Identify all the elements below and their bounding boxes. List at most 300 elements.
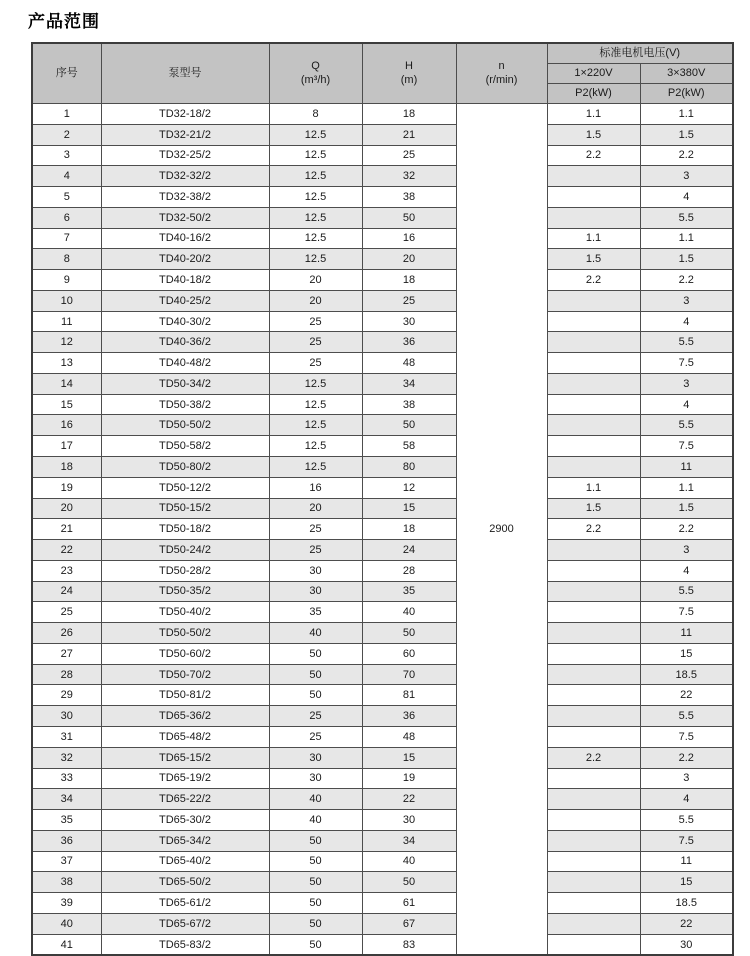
serial-cell: 5 [32, 187, 101, 208]
model-cell: TD50-50/2 [101, 623, 269, 644]
table-row [32, 457, 733, 478]
col-header-p2-220: P2(kW) [547, 84, 640, 104]
serial-cell: 11 [32, 311, 101, 332]
model-cell: TD32-32/2 [101, 166, 269, 187]
p380-cell: 3 [640, 166, 733, 187]
model-cell: TD65-40/2 [101, 851, 269, 872]
table-row [32, 726, 733, 747]
col-header-p2-380: P2(kW) [640, 84, 733, 104]
p220-cell [547, 851, 640, 872]
model-cell: TD50-60/2 [101, 643, 269, 664]
q-cell: 12.5 [269, 228, 362, 249]
col-header-n [456, 43, 547, 104]
model-cell: TD50-40/2 [101, 602, 269, 623]
h-cell: 40 [362, 602, 456, 623]
q-cell: 50 [269, 685, 362, 706]
serial-cell: 19 [32, 477, 101, 498]
model-cell: TD50-28/2 [101, 560, 269, 581]
p220-cell [547, 436, 640, 457]
model-cell: TD50-70/2 [101, 664, 269, 685]
serial-cell: 21 [32, 519, 101, 540]
h-cell: 34 [362, 373, 456, 394]
model-cell: TD50-38/2 [101, 394, 269, 415]
model-cell: TD50-50/2 [101, 415, 269, 436]
model-cell: TD65-22/2 [101, 789, 269, 810]
serial-cell: 39 [32, 893, 101, 914]
p220-cell: 1.1 [547, 477, 640, 498]
p220-cell [547, 353, 640, 374]
q-cell: 30 [269, 560, 362, 581]
q-cell: 25 [269, 332, 362, 353]
model-cell: TD40-16/2 [101, 228, 269, 249]
serial-cell: 41 [32, 934, 101, 955]
model-cell: TD50-24/2 [101, 540, 269, 561]
p380-cell: 22 [640, 685, 733, 706]
serial-cell: 9 [32, 270, 101, 291]
p380-cell: 3 [640, 373, 733, 394]
p380-cell: 2.2 [640, 145, 733, 166]
h-cell: 48 [362, 353, 456, 374]
page-title: 产品范围 [28, 12, 100, 31]
q-cell: 16 [269, 477, 362, 498]
table-row [32, 789, 733, 810]
h-cell: 25 [362, 145, 456, 166]
p380-cell: 3 [640, 768, 733, 789]
p380-cell: 4 [640, 789, 733, 810]
h-cell: 50 [362, 623, 456, 644]
p220-cell [547, 643, 640, 664]
p220-cell [547, 332, 640, 353]
serial-cell: 6 [32, 207, 101, 228]
q-cell: 50 [269, 913, 362, 934]
model-cell: TD40-48/2 [101, 353, 269, 374]
table-row [32, 602, 733, 623]
q-label: Q [311, 60, 320, 73]
model-cell: TD32-18/2 [101, 104, 269, 125]
model-cell: TD50-35/2 [101, 581, 269, 602]
col-header-model: 泵型号 [101, 43, 269, 104]
p220-cell [547, 394, 640, 415]
q-cell: 25 [269, 540, 362, 561]
h-cell: 38 [362, 394, 456, 415]
p220-cell: 2.2 [547, 270, 640, 291]
table-row [32, 540, 733, 561]
p380-cell: 5.5 [640, 706, 733, 727]
q-cell: 50 [269, 643, 362, 664]
serial-cell: 36 [32, 830, 101, 851]
p380-cell: 2.2 [640, 747, 733, 768]
table-row [32, 560, 733, 581]
table-row [32, 706, 733, 727]
p380-cell: 30 [640, 934, 733, 955]
serial-cell: 7 [32, 228, 101, 249]
table-row [32, 664, 733, 685]
table-row [32, 415, 733, 436]
table-row [32, 166, 733, 187]
table-row [32, 913, 733, 934]
table-row [32, 187, 733, 208]
serial-cell: 20 [32, 498, 101, 519]
table-row [32, 498, 733, 519]
model-cell: TD40-18/2 [101, 270, 269, 291]
q-cell: 35 [269, 602, 362, 623]
h-cell: 32 [362, 166, 456, 187]
h-cell: 18 [362, 104, 456, 125]
model-cell: TD50-81/2 [101, 685, 269, 706]
h-cell: 40 [362, 851, 456, 872]
h-cell: 61 [362, 893, 456, 914]
p220-cell: 1.5 [547, 498, 640, 519]
table-row [32, 768, 733, 789]
q-cell: 20 [269, 290, 362, 311]
table-row [32, 747, 733, 768]
q-cell: 50 [269, 830, 362, 851]
h-cell: 60 [362, 643, 456, 664]
h-cell: 36 [362, 706, 456, 727]
n-unit: (r/min) [485, 73, 518, 86]
q-cell: 12.5 [269, 373, 362, 394]
h-cell: 48 [362, 726, 456, 747]
serial-cell: 4 [32, 166, 101, 187]
serial-cell: 25 [32, 602, 101, 623]
p220-cell [547, 290, 640, 311]
h-cell: 36 [362, 332, 456, 353]
p220-cell: 2.2 [547, 747, 640, 768]
serial-cell: 17 [32, 436, 101, 457]
h-cell: 12 [362, 477, 456, 498]
p220-cell [547, 685, 640, 706]
h-cell: 22 [362, 789, 456, 810]
table-row [32, 145, 733, 166]
p220-cell [547, 457, 640, 478]
p220-cell [547, 602, 640, 623]
p220-cell [547, 768, 640, 789]
model-cell: TD32-38/2 [101, 187, 269, 208]
p380-cell: 4 [640, 560, 733, 581]
table-row [32, 104, 733, 125]
q-cell: 40 [269, 810, 362, 831]
h-cell: 50 [362, 415, 456, 436]
p380-cell: 22 [640, 913, 733, 934]
table-header [32, 43, 733, 104]
serial-cell: 23 [32, 560, 101, 581]
q-cell: 40 [269, 789, 362, 810]
serial-cell: 16 [32, 415, 101, 436]
p220-cell: 2.2 [547, 519, 640, 540]
serial-cell: 29 [32, 685, 101, 706]
table-row [32, 830, 733, 851]
serial-cell: 1 [32, 104, 101, 125]
col-header-380v: 3×380V [640, 64, 733, 84]
p220-cell [547, 560, 640, 581]
n-speed-cell: 2900 [456, 104, 547, 956]
p220-cell [547, 311, 640, 332]
p220-cell: 1.5 [547, 124, 640, 145]
p380-cell: 5.5 [640, 810, 733, 831]
q-cell: 50 [269, 893, 362, 914]
p380-cell: 5.5 [640, 581, 733, 602]
serial-cell: 24 [32, 581, 101, 602]
p220-cell [547, 540, 640, 561]
p380-cell: 15 [640, 872, 733, 893]
h-cell: 28 [362, 560, 456, 581]
p380-cell: 1.1 [640, 228, 733, 249]
h-cell: 67 [362, 913, 456, 934]
h-label: H [405, 60, 413, 73]
p380-cell: 1.5 [640, 249, 733, 270]
table-row [32, 353, 733, 374]
q-cell: 25 [269, 311, 362, 332]
table-row [32, 810, 733, 831]
q-cell: 12.5 [269, 124, 362, 145]
p220-cell [547, 872, 640, 893]
p380-cell: 11 [640, 851, 733, 872]
p220-cell: 1.1 [547, 104, 640, 125]
n-label: n [498, 60, 505, 73]
model-cell: TD65-48/2 [101, 726, 269, 747]
q-cell: 12.5 [269, 457, 362, 478]
model-cell: TD65-19/2 [101, 768, 269, 789]
table-row [32, 519, 733, 540]
serial-cell: 33 [32, 768, 101, 789]
p220-cell [547, 706, 640, 727]
p380-cell: 5.5 [640, 207, 733, 228]
p220-cell [547, 664, 640, 685]
q-cell: 12.5 [269, 249, 362, 270]
table-row [32, 893, 733, 914]
q-cell: 8 [269, 104, 362, 125]
serial-cell: 3 [32, 145, 101, 166]
p220-cell [547, 207, 640, 228]
h-cell: 18 [362, 519, 456, 540]
table-row [32, 332, 733, 353]
h-cell: 35 [362, 581, 456, 602]
h-cell: 50 [362, 207, 456, 228]
model-cell: TD65-67/2 [101, 913, 269, 934]
h-cell: 25 [362, 290, 456, 311]
h-cell: 20 [362, 249, 456, 270]
p220-cell [547, 373, 640, 394]
q-cell: 12.5 [269, 145, 362, 166]
p380-cell: 7.5 [640, 436, 733, 457]
h-cell: 18 [362, 270, 456, 291]
p220-cell [547, 623, 640, 644]
model-cell: TD40-30/2 [101, 311, 269, 332]
model-cell: TD32-50/2 [101, 207, 269, 228]
p220-cell [547, 934, 640, 955]
serial-cell: 2 [32, 124, 101, 145]
col-header-voltage-group: 标准电机电压(V) [547, 43, 733, 64]
table-row [32, 394, 733, 415]
q-cell: 12.5 [269, 415, 362, 436]
p220-cell [547, 893, 640, 914]
q-cell: 12.5 [269, 207, 362, 228]
p380-cell: 3 [640, 290, 733, 311]
serial-cell: 32 [32, 747, 101, 768]
p380-cell: 1.5 [640, 498, 733, 519]
table-row [32, 311, 733, 332]
table-row [32, 228, 733, 249]
p220-cell [547, 913, 640, 934]
p380-cell: 7.5 [640, 602, 733, 623]
p380-cell: 18.5 [640, 664, 733, 685]
table-row [32, 643, 733, 664]
product-range-table [31, 42, 734, 956]
model-cell: TD50-12/2 [101, 477, 269, 498]
table-row [32, 934, 733, 955]
model-cell: TD65-50/2 [101, 872, 269, 893]
model-cell: TD50-80/2 [101, 457, 269, 478]
col-header-serial: 序号 [32, 43, 101, 104]
q-cell: 12.5 [269, 394, 362, 415]
p380-cell: 1.5 [640, 124, 733, 145]
h-cell: 50 [362, 872, 456, 893]
h-cell: 70 [362, 664, 456, 685]
q-cell: 20 [269, 270, 362, 291]
model-cell: TD65-34/2 [101, 830, 269, 851]
table-row [32, 436, 733, 457]
h-cell: 58 [362, 436, 456, 457]
p220-cell [547, 726, 640, 747]
table-row [32, 623, 733, 644]
p380-cell: 18.5 [640, 893, 733, 914]
p380-cell: 1.1 [640, 477, 733, 498]
p220-cell [547, 830, 640, 851]
p220-cell [547, 166, 640, 187]
h-cell: 80 [362, 457, 456, 478]
p380-cell: 7.5 [640, 353, 733, 374]
serial-cell: 40 [32, 913, 101, 934]
model-cell: TD65-36/2 [101, 706, 269, 727]
q-cell: 12.5 [269, 166, 362, 187]
p220-cell: 2.2 [547, 145, 640, 166]
serial-cell: 30 [32, 706, 101, 727]
serial-cell: 28 [32, 664, 101, 685]
p380-cell: 5.5 [640, 332, 733, 353]
model-cell: TD50-18/2 [101, 519, 269, 540]
serial-cell: 35 [32, 810, 101, 831]
table-row [32, 685, 733, 706]
q-cell: 12.5 [269, 187, 362, 208]
h-unit: (m) [400, 73, 418, 86]
q-cell: 50 [269, 664, 362, 685]
h-cell: 30 [362, 810, 456, 831]
p380-cell: 7.5 [640, 726, 733, 747]
p380-cell: 1.1 [640, 104, 733, 125]
model-cell: TD65-61/2 [101, 893, 269, 914]
q-cell: 50 [269, 934, 362, 955]
h-cell: 81 [362, 685, 456, 706]
q-cell: 25 [269, 353, 362, 374]
col-header-220v: 1×220V [547, 64, 640, 84]
p380-cell: 11 [640, 457, 733, 478]
model-cell: TD65-15/2 [101, 747, 269, 768]
table-row [32, 581, 733, 602]
h-cell: 38 [362, 187, 456, 208]
table-body [32, 104, 733, 956]
header-row-1 [32, 43, 733, 64]
table-row [32, 290, 733, 311]
p380-cell: 11 [640, 623, 733, 644]
q-cell: 25 [269, 706, 362, 727]
h-cell: 30 [362, 311, 456, 332]
col-header-h [362, 43, 456, 104]
model-cell: TD65-30/2 [101, 810, 269, 831]
table-row [32, 207, 733, 228]
h-cell: 24 [362, 540, 456, 561]
p380-cell: 4 [640, 311, 733, 332]
model-cell: TD32-21/2 [101, 124, 269, 145]
serial-cell: 8 [32, 249, 101, 270]
table-row [32, 872, 733, 893]
p380-cell: 3 [640, 540, 733, 561]
q-cell: 50 [269, 872, 362, 893]
h-cell: 15 [362, 747, 456, 768]
serial-cell: 26 [32, 623, 101, 644]
table-row [32, 851, 733, 872]
p220-cell [547, 789, 640, 810]
serial-cell: 37 [32, 851, 101, 872]
serial-cell: 13 [32, 353, 101, 374]
table-row [32, 124, 733, 145]
serial-cell: 12 [32, 332, 101, 353]
q-cell: 30 [269, 747, 362, 768]
serial-cell: 27 [32, 643, 101, 664]
h-cell: 34 [362, 830, 456, 851]
q-unit: (m³/h) [300, 73, 331, 86]
h-cell: 21 [362, 124, 456, 145]
model-cell: TD50-15/2 [101, 498, 269, 519]
model-cell: TD32-25/2 [101, 145, 269, 166]
model-cell: TD40-36/2 [101, 332, 269, 353]
model-cell: TD65-83/2 [101, 934, 269, 955]
p220-cell: 1.1 [547, 228, 640, 249]
q-cell: 20 [269, 498, 362, 519]
model-cell: TD40-25/2 [101, 290, 269, 311]
p380-cell: 4 [640, 394, 733, 415]
serial-cell: 10 [32, 290, 101, 311]
serial-cell: 18 [32, 457, 101, 478]
h-cell: 19 [362, 768, 456, 789]
serial-cell: 38 [32, 872, 101, 893]
p380-cell: 2.2 [640, 519, 733, 540]
p380-cell: 4 [640, 187, 733, 208]
h-cell: 15 [362, 498, 456, 519]
serial-cell: 22 [32, 540, 101, 561]
p380-cell: 2.2 [640, 270, 733, 291]
p380-cell: 7.5 [640, 830, 733, 851]
table-row [32, 373, 733, 394]
serial-cell: 31 [32, 726, 101, 747]
q-cell: 25 [269, 519, 362, 540]
h-cell: 16 [362, 228, 456, 249]
h-cell: 83 [362, 934, 456, 955]
q-cell: 25 [269, 726, 362, 747]
p220-cell [547, 581, 640, 602]
p220-cell [547, 810, 640, 831]
p220-cell: 1.5 [547, 249, 640, 270]
q-cell: 30 [269, 581, 362, 602]
table-row [32, 249, 733, 270]
table-row [32, 477, 733, 498]
p220-cell [547, 187, 640, 208]
q-cell: 50 [269, 851, 362, 872]
p380-cell: 15 [640, 643, 733, 664]
p380-cell: 5.5 [640, 415, 733, 436]
q-cell: 40 [269, 623, 362, 644]
model-cell: TD50-58/2 [101, 436, 269, 457]
p220-cell [547, 415, 640, 436]
